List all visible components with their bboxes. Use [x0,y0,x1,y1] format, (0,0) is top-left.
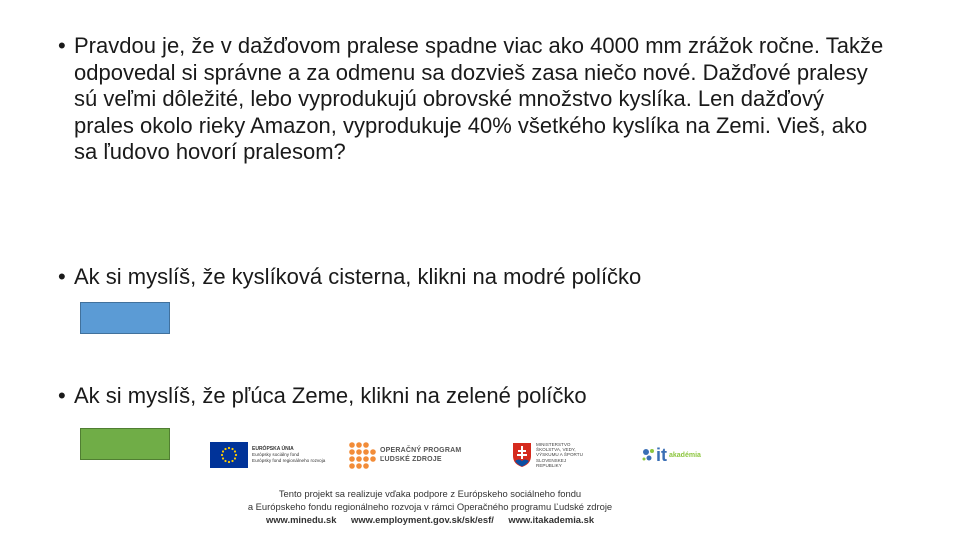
bullet-marker: • [58,383,66,408]
eu-logo-text: EURÓPSKA ÚNIA Európsky sociálny fond Európsky fond regionálneho rozvoja [252,445,326,463]
bullet-text: Ak si myslíš, že pľúca Zeme, klikni na zelené políčko [74,383,587,408]
footer-line-2: a Európskeho fondu regionálneho rozvoja v rámci Operačného programu Ľudské zdroje [247,501,613,512]
green-answer-button[interactable] [80,428,170,460]
link-employment[interactable]: www.employment.gov.sk/sk/esf/ [351,514,494,525]
slovak-crest-icon [512,442,532,468]
op-ludske-zdroje-logo [348,438,461,472]
blue-answer-button[interactable] [80,302,170,334]
ministry-logo-text: MINISTERSTVO ŠKOLSTVA, VEDY, VÝSKUMU A ŠPORTU SLOVENSKEJ REPUBLIKY [536,441,583,468]
it-akademia-text: akadémia [669,451,701,459]
bullet-option-oxygen-tank [58,264,888,291]
ministry-logo [512,438,584,472]
bullet-rainfall-answer [58,33,888,166]
link-minedu[interactable]: www.minedu.sk [265,514,337,525]
link-itakademia[interactable]: www.itakademia.sk [508,514,595,525]
it-akademia-logo [642,438,701,472]
bullet-text: Pravdou je, že v dažďovom pralese spadne viac ako 4000 mm zrážok ročne. Takže odpovedal si správne a za odmenu sa dozvieš zasa niečo nové. Dažďové pralesy sú veľmi dôležité, lebo vyprodukujú obrovské množstvo kyslíka. Len dažďový prales okolo rieky Amazon, vyprodukuje 40% všetkého kyslíka na Zemi. Vieš, ako sa ľudovo hovorí pralesom? [74,33,884,164]
op-logo-text: OPERAČNÝ PROGRAM ĽUDSKÉ ZDROJE [380,447,462,463]
bullet-marker: • [58,264,66,289]
eu-logo [210,438,332,472]
bullet-text: Ak si myslíš, že kyslíková cisterna, klikni na modré políčko [74,264,642,289]
bullet-marker: • [58,33,66,58]
it-akademia-dots-icon [642,447,656,463]
bullet-option-earth-lungs [58,383,888,410]
footer-links [170,513,690,526]
project-footer [170,487,690,526]
footer-line-1: Tento projekt sa realizuje vďaka podpore z Európskeho sociálneho fondu [278,488,582,499]
op-dots-icon [348,441,376,469]
eu-flag-icon [210,442,248,468]
it-akademia-mark: it [656,444,667,465]
